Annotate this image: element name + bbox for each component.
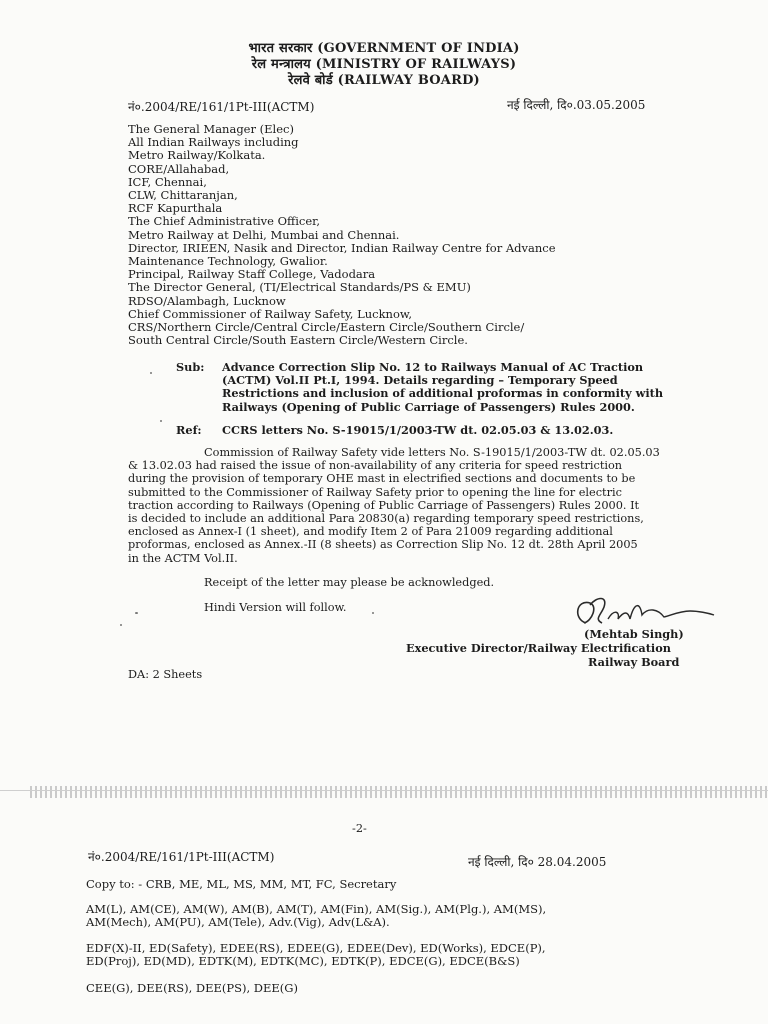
addressee-line: Maintenance Technology, Gwalior. [128,254,328,269]
header-ministry: रेल मन्त्रालय (MINISTRY OF RAILWAYS) [251,57,517,72]
body-line: proformas, enclosed as Annex.-II (8 sheets) as Correction Slip No. 12 dt. 28th April 2005 [128,538,638,552]
body-line: enclosed as Annex-I (1 sheet), and modify Item 2 of Para 21009 regarding additional [128,525,613,539]
scan-speck [120,624,122,626]
enclosure-count: DA: 2 Sheets [128,668,203,681]
header-government: भारत सरकार (GOVERNMENT OF INDIA) [248,41,520,56]
page-separator [30,786,768,798]
addressee-line: Director, IRIEEN, Nasik and Director, Indian Railway Centre for Advance [128,240,556,255]
page2-date: नई दिल्ली, दि० 28.04.2005 [468,855,607,869]
copy-list-line: AM(L), AM(CE), AM(W), AM(B), AM(T), AM(Fin), AM(Sig.), AM(Plg.), AM(MS), [86,902,547,916]
body-line: submitted to the Commissioner of Railway Safety prior to opening the line for electric [128,485,622,499]
copy-list-line: EDF(X)-II, ED(Safety), EDEE(RS), EDEE(G), EDEE(Dev), ED(Works), EDCE(P), [86,941,546,955]
subject-text [222,361,663,414]
copy-list-line: AM(Mech), AM(PU), AM(Tele), Adv.(Vig), Adv(L&A). [86,915,390,929]
signatory-office: Railway Board [588,655,680,669]
addressee-line: The Director General, (TI/Electrical Standards/PS & EMU) [128,280,471,295]
ref-text: CCRS letters No. S-19015/1/2003-TW dt. 02.05.03 & 13.02.03. [222,423,614,437]
body-line: traction according to Railways (Opening of Public Carriage of Passengers) Rules 2000. It [128,498,640,512]
page2-reference-number: नं०.2004/RE/161/1Pt-III(ACTM) [88,850,275,864]
copy-list-ed [86,942,546,968]
copy-list-am [86,903,546,929]
addressee-line: RDSO/Alambagh, Lucknow [128,293,286,308]
letter-date: नई दिल्ली, दि०.03.05.2005 [507,98,646,112]
copy-list-line: ED(Proj), ED(MD), EDTK(M), EDTK(MC), EDTK(P), EDCE(G), EDCE(B&S) [86,954,520,968]
addressee-line: RCF Kapurthala [128,201,223,216]
addressee-line: Metro Railway at Delhi, Mumbai and Chennai. [128,227,400,242]
receipt-line: Receipt of the letter may please be acknowledged. [204,576,495,589]
body-line: is decided to include an additional Para 20830(a) regarding temporary speed restrictions, [128,512,644,526]
body-line: in the ACTM Vol.II. [128,551,238,565]
addressee-line: The Chief Administrative Officer, [128,214,321,229]
body-line: & 13.02.03 had raised the issue of non-availability of any criteria for speed restriction [128,459,623,473]
addressee-line: ICF, Chennai, [128,174,207,189]
body-paragraph [128,446,660,565]
addressee-line: CORE/Allahabad, [128,161,230,176]
scan-speck [150,372,152,374]
copy-to-line: Copy to: - CRB, ME, ML, MS, MM, MT, FC, Secretary [86,877,397,891]
addressee-list [128,123,556,347]
scan-speck [135,612,138,614]
addressee-line: The General Manager (Elec) [128,122,294,136]
header-board: रेलवे बोर्ड (RAILWAY BOARD) [288,73,480,88]
copy-list-cee: CEE(G), DEE(RS), DEE(PS), DEE(G) [86,981,298,995]
addressee-line: Principal, Railway Staff College, Vadodara [128,267,376,282]
signatory-designation: Executive Director/Railway Electrification [406,641,671,655]
page-number: -2- [352,822,367,835]
addressee-line: All Indian Railways including [128,135,299,150]
scan-speck [372,612,374,614]
subject-line: Railways (Opening of Public Carriage of Passengers) Rules 2000. [222,399,635,414]
addressee-line: CRS/Northern Circle/Central Circle/Eastern Circle/Southern Circle/ [128,320,525,335]
addressee-line: Metro Railway/Kolkata. [128,148,266,163]
addressee-line: Chief Commissioner of Railway Safety, Lucknow, [128,306,413,321]
subject-line: (ACTM) Vol.II Pt.I, 1994. Details regarding – Temporary Speed [222,373,618,388]
signatory-name: (Mehtab Singh) [584,627,684,641]
hindi-version-line: Hindi Version will follow. [204,601,347,614]
body-line: during the provision of temporary OHE mast in electrified sections and documents to be [128,472,636,486]
subject-label: Sub: [176,360,205,374]
scan-speck [160,420,162,422]
page-separator-line [0,790,768,791]
subject-line: Advance Correction Slip No. 12 to Railways Manual of AC Traction [222,360,644,374]
body-line: Commission of Railway Safety vide letters No. S-19015/1/2003-TW dt. 02.05.03 [204,446,660,459]
subject-line: Restrictions and inclusion of additional proformas in conformity with [222,386,664,401]
addressee-line: CLW, Chittaranjan, [128,188,238,203]
reference-number: नं०.2004/RE/161/1Pt-III(ACTM) [128,100,315,114]
ref-label: Ref: [176,423,202,437]
addressee-line: South Central Circle/South Eastern Circle/Western Circle. [128,333,468,348]
